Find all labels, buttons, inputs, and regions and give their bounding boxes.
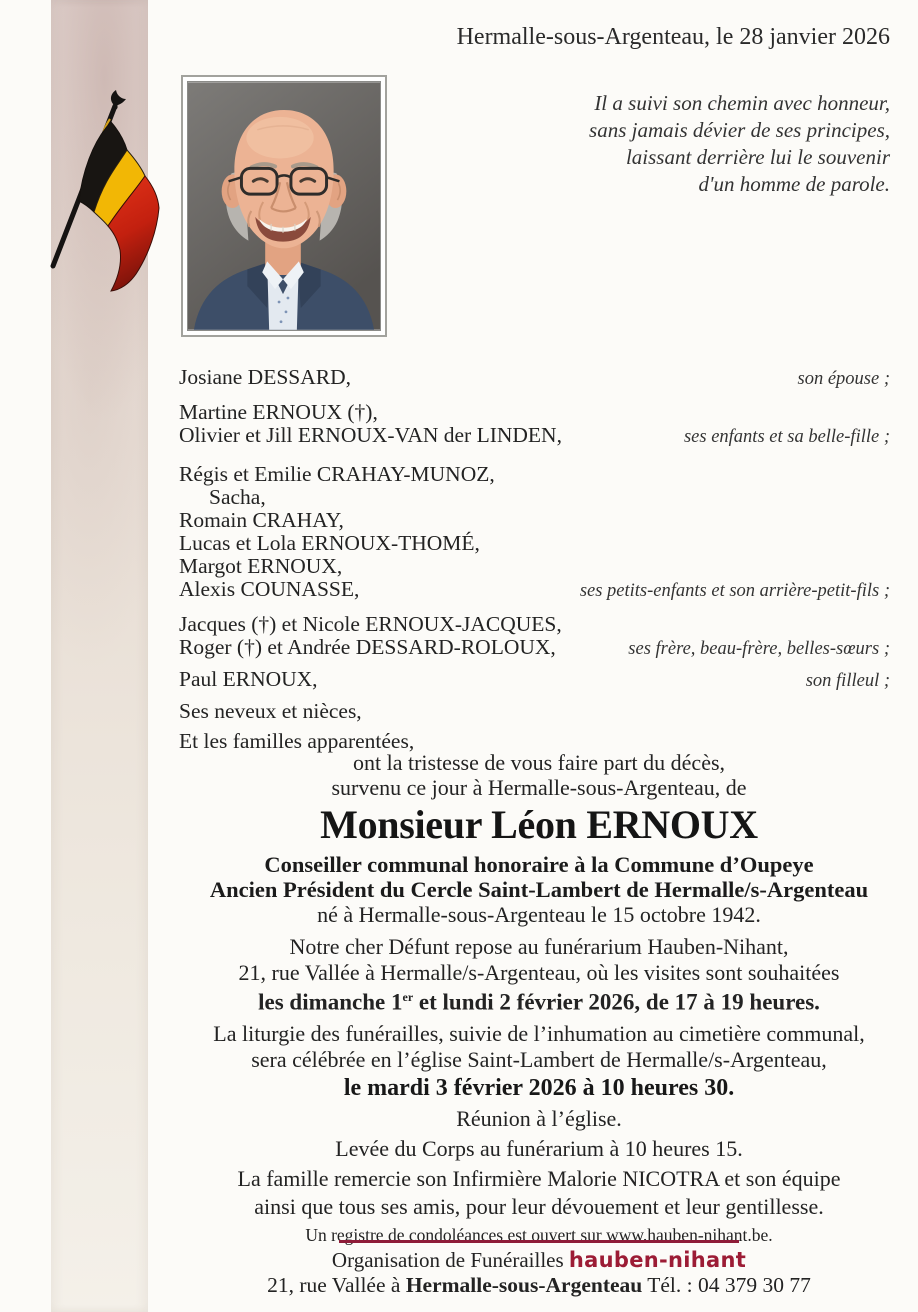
visitation-date-prefix: les dimanche 1 [258,989,403,1015]
funeral-home-footer [170,1240,908,1298]
family-member-name: Lucas et Lola ERNOUX-THOMÉ, [179,531,480,555]
belgian-flag-illustration [44,88,174,303]
footer-divider [339,1240,739,1243]
repose-line: 21, rue Vallée à Hermalle/s-Argenteau, où les visites sont souhaitées [238,959,840,985]
family-row [179,401,890,424]
announcement-line: survenu ce jour à Hermalle-sous-Argenteau, de [331,775,747,800]
funeral-date-line: le mardi 3 février 2026 à 10 heures 30. [343,1075,735,1102]
family-member-name: Régis et Emilie CRAHAY-MUNOZ, [179,462,495,486]
family-member-name: Ses neveux et nièces, [179,699,362,723]
family-row [179,668,890,693]
portrait-photo-frame [181,75,387,337]
family-member-name: Paul ERNOUX, [179,667,318,691]
birth-line: né à Hermalle-sous-Argenteau le 15 octobre 1942. [317,902,761,927]
family-member-name: Martine ERNOUX (†), [179,400,378,424]
family-list [179,366,890,753]
epitaph-line: sans jamais dévier de ses principes, [589,118,890,142]
family-member-name: Romain CRAHAY, [179,508,344,532]
organisation-line [170,1248,908,1273]
honor-title-line: Conseiller communal honoraire à la Commune d’Oupeye [264,852,814,877]
family-row [179,463,890,486]
phone-number: Tél. : 04 379 30 77 [642,1273,811,1297]
repose-line: Notre cher Défunt repose au funérarium Hauben-Nihant, [289,934,789,959]
meeting-line: Réunion à l’église. [456,1106,622,1132]
honor-title-line: Ancien Président du Cercle Saint-Lambert de Hermalle/s-Argenteau [209,877,869,902]
visitation-date-suffix: et lundi 2 février 2026, de 17 à 19 heures. [413,989,820,1015]
family-row [179,613,890,636]
relationship-label: son épouse ; [797,369,890,389]
family-row [179,424,890,449]
address-prefix: 21, rue Vallée à [267,1273,406,1297]
epitaph-line: laissant derrière lui le souvenir [625,145,890,169]
relationship-label: ses petits-enfants et son arrière-petit-fils ; [579,581,890,601]
dateline: Hermalle-sous-Argenteau, le 28 janvier 2026 [456,24,890,50]
repose-block [170,934,908,1015]
levee-line: Levée du Corps au funérarium à 10 heures 15. [335,1136,743,1162]
family-row [179,366,890,391]
epitaph-line: d'un homme de parole. [698,172,890,196]
family-row [179,555,890,578]
family-row [179,486,890,509]
family-member-name: Alexis COUNASSE, [179,577,360,601]
epitaph-line: Il a suivi son chemin avec honneur, [594,91,890,115]
visitation-date-line [170,985,908,1015]
liturgy-line: La liturgie des funérailles, suivie de l’inhumation au cimetière communal, [213,1021,865,1047]
belgian-flag-icon [44,88,174,303]
liturgy-line: sera célébrée en l’église Saint-Lambert de Hermalle/s-Argenteau, [251,1046,827,1072]
thanks-line: ainsi que tous ses amis, pour leur dévouement et leur gentillesse. [254,1194,824,1220]
family-row [179,578,890,603]
condolence-registry-line: Un registre de condoléances est ouvert sur www.hauben-nihant.be. [305,1225,773,1246]
main-announcement-column [170,750,908,1246]
epitaph-quote [589,90,890,198]
family-row [179,532,890,555]
family-member-name: Margot ERNOUX, [179,554,343,578]
family-member-name: Roger (†) et Andrée DESSARD-ROLOUX, [179,635,556,659]
family-member-name: Et les familles apparentées, [179,729,415,753]
family-member-name: Josiane DESSARD, [179,365,352,389]
announcement-line: ont la tristesse de vous faire part du décès, [352,750,726,775]
address-locality: Hermalle-sous-Argenteau [405,1273,643,1297]
thanks-line: La famille remercie son Infirmière Malorie NICOTRA et son équipe [237,1166,841,1192]
family-member-name: Sacha, [209,485,266,509]
portrait-photo [187,81,381,331]
ordinal-superscript: er [402,990,414,1004]
funeral-home-brand: hauben-nihant [568,1248,747,1272]
family-member-name: Olivier et Jill ERNOUX-VAN der LINDEN, [179,423,562,447]
organisation-label: Organisation de Funérailles [331,1248,569,1272]
liturgy-block [170,1021,908,1102]
deceased-name-title: Monsieur Léon ERNOUX [320,802,758,847]
address-line [170,1273,908,1298]
family-row [179,700,890,723]
relationship-label: son filleul ; [805,671,890,691]
relationship-label: ses frère, beau-frère, belles-sœurs ; [628,639,890,659]
family-member-name: Jacques (†) et Nicole ERNOUX-JACQUES, [179,612,562,636]
relationship-label: ses enfants et sa belle-fille ; [683,427,890,447]
family-row [179,636,890,661]
family-row [179,509,890,532]
